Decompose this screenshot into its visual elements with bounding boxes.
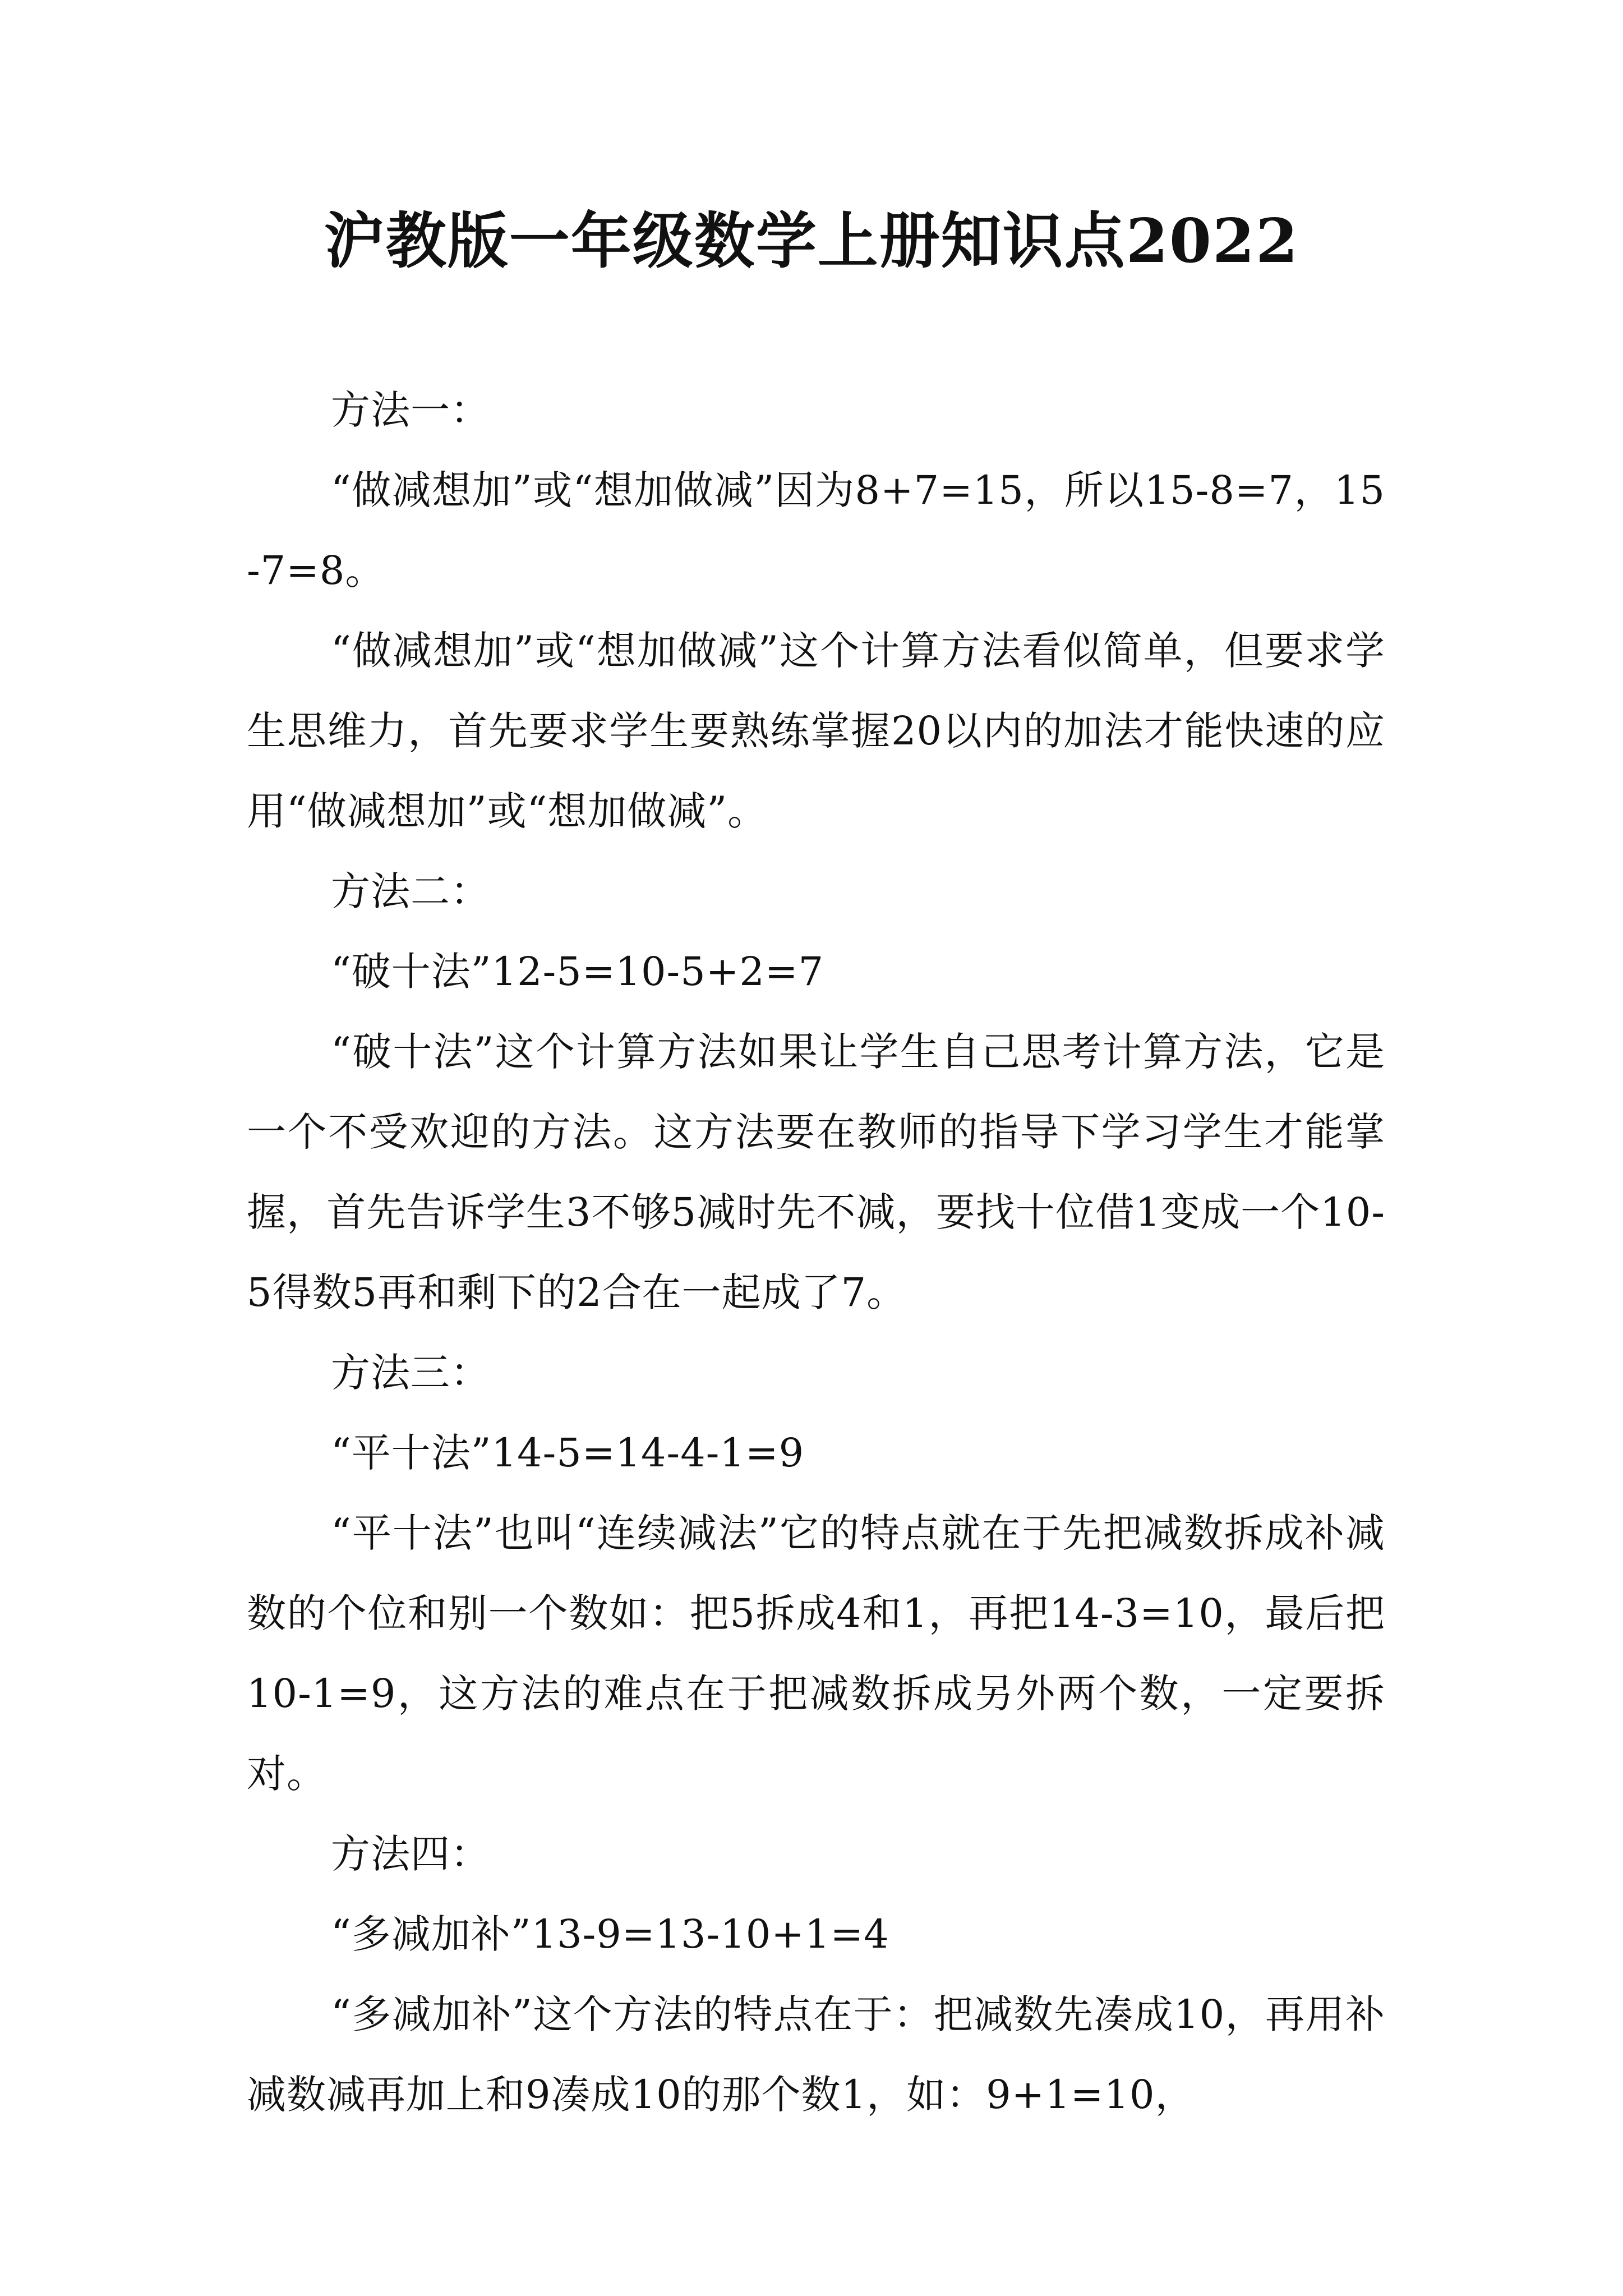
paragraph: “平十法”也叫“连续减法”它的特点就在于先把减数拆成补减数的个位和别一个数如：把5拆成4和1，再把14-3=10，最后把10-1=9，这方法的难点在于把减数拆成另外两个数，一定要拆对。 xyxy=(247,1510,1385,1797)
document-body xyxy=(247,370,1385,2135)
section-heading-method-4: 方法四： xyxy=(331,1831,490,1877)
paragraph: “平十法”14-5=14-4-1=9 xyxy=(331,1430,805,1476)
section-heading-method-1: 方法一： xyxy=(331,387,490,433)
paragraph: “多减加补”13-9=13-10+1=4 xyxy=(331,1911,889,1957)
paragraph: “多减加补”这个方法的特点在于：把减数先凑成10，再用补减数减再加上和9凑成10的那个数1，如：9+1=10， xyxy=(247,1991,1385,2118)
paragraph: “破十法”这个计算方法如果让学生自己思考计算方法，它是一个不受欢迎的方法。这方法要在教师的指导下学习学生才能掌握，首先告诉学生3不够5减时先不减，要找十位借1变成一个10-5得数5再和剩下的2合在一起成了7。 xyxy=(247,1029,1385,1315)
paragraph: “做减想加”或“想加做减”这个计算方法看似简单，但要求学生思维力，首先要求学生要熟练掌握20以内的加法才能快速的应用“做减想加”或“想加做减”。 xyxy=(247,628,1385,834)
document-title: 沪教版一年级数学上册知识点2022 xyxy=(324,206,1299,277)
paragraph: “做减想加”或“想加做减”因为8+7=15，所以15-8=7，15-7=8。 xyxy=(247,467,1385,593)
section-heading-method-2: 方法二： xyxy=(331,868,490,914)
paragraph: “破十法”12-5=10-5+2=7 xyxy=(331,949,824,995)
section-heading-method-3: 方法三： xyxy=(331,1350,490,1396)
